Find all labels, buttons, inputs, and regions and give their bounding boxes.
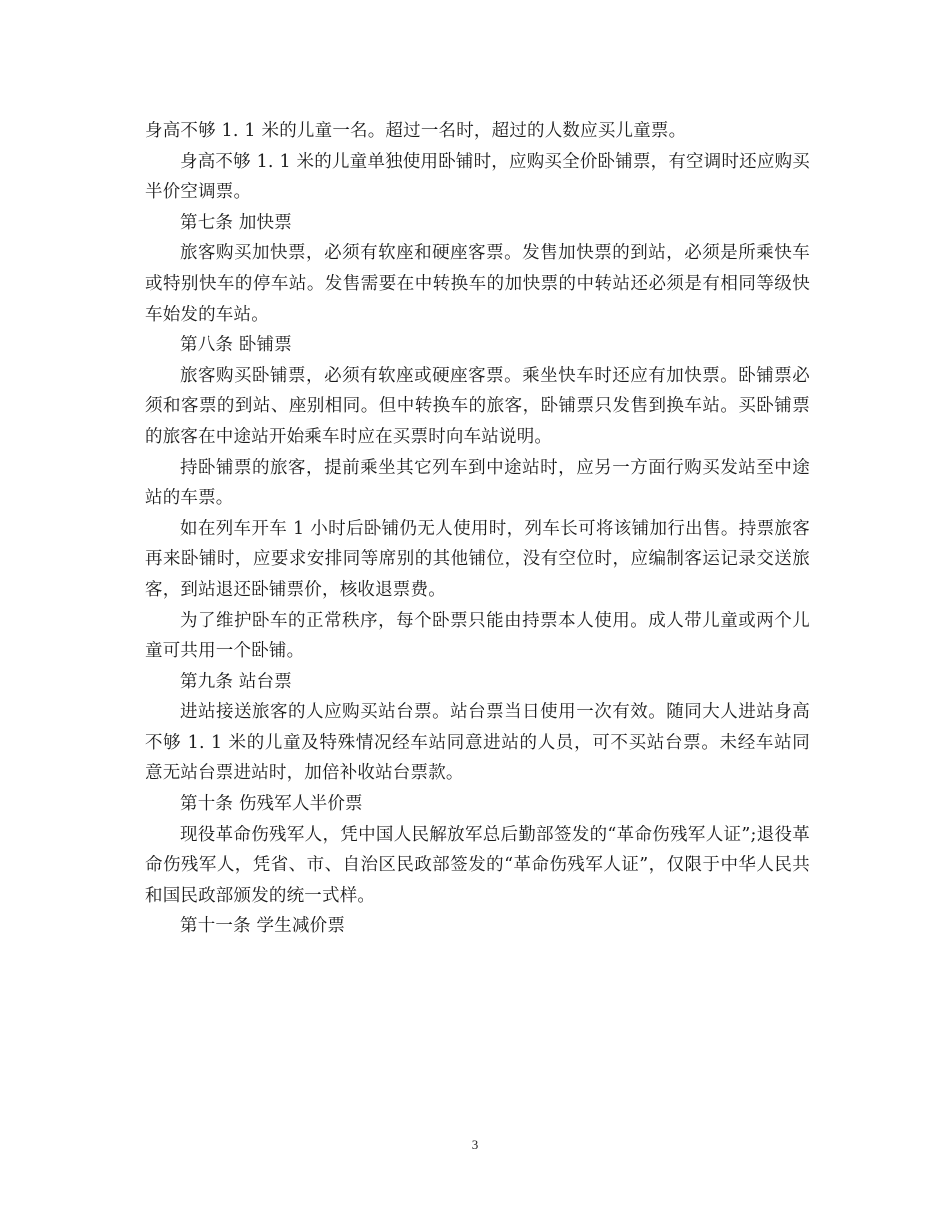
- section-heading: 第十条 伤残军人半价票: [180, 794, 363, 815]
- paragraph: 身高不够 1. 1 米的儿童单独使用卧铺时，应购买全价卧铺票，有空调时还应购买半价空调票。: [145, 151, 810, 203]
- paragraph: 旅客购买加快票，必须有软座和硬座客票。发售加快票的到站，必须是所乘快车或特别快车的停车站。发售需要在中转换车的加快票的中转站还必须是有相同等级快车始发的车站。: [145, 243, 810, 325]
- paragraph: 旅客购买卧铺票，必须有软座或硬座客票。乘坐快车时还应有加快票。卧铺票必须和客票的到站、座别相同。但中转换车的旅客，卧铺票只发售到换车站。买卧铺票的旅客在中途站开始乘车时应在买票时向车站说明。: [145, 365, 810, 447]
- section-heading: 第十一条 学生减价票: [180, 916, 346, 937]
- paragraph: 身高不够 1. 1 米的儿童一名。超过一名时，超过的人数应买儿童票。: [145, 121, 687, 141]
- paragraph: 为了维护卧车的正常秩序，每个卧票只能由持票本人使用。成人带儿童或两个儿童可共用一个卧铺。: [145, 610, 810, 662]
- paragraph: 进站接送旅客的人应购买站台票。站台票当日使用一次有效。随同大人进站身高不够 1. 1 米的儿童及特殊情况经车站同意进站的人员，可不买站台票。未经车站同意无站台票进站时，加倍补收站台票款。: [145, 702, 810, 784]
- page-number: 3: [471, 1137, 479, 1152]
- section-heading: 第八条 卧铺票: [180, 335, 292, 356]
- paragraph: 如在列车开车 1 小时后卧铺仍无人使用时，列车长可将该铺加行出售。持票旅客再来卧铺时，应要求安排同等席别的其他铺位，没有空位时，应编制客运记录交送旅客，到站退还卧铺票价，核收退票费。: [145, 518, 810, 600]
- paragraph: 现役革命伤残军人，凭中国人民解放军总后勤部签发的“革命伤残军人证”;退役革命伤残军人，凭省、市、自治区民政部签发的“革命伤残军人证”，仅限于中华人民共和国民政部颁发的统一式样。: [145, 824, 810, 906]
- section-heading: 第七条 加快票: [180, 212, 292, 233]
- section-heading: 第九条 站台票: [180, 671, 292, 692]
- document-body: [145, 116, 810, 942]
- paragraph: 持卧铺票的旅客，提前乘坐其它列车到中途站时，应另一方面行购买发站至中途站的车票。: [145, 457, 810, 509]
